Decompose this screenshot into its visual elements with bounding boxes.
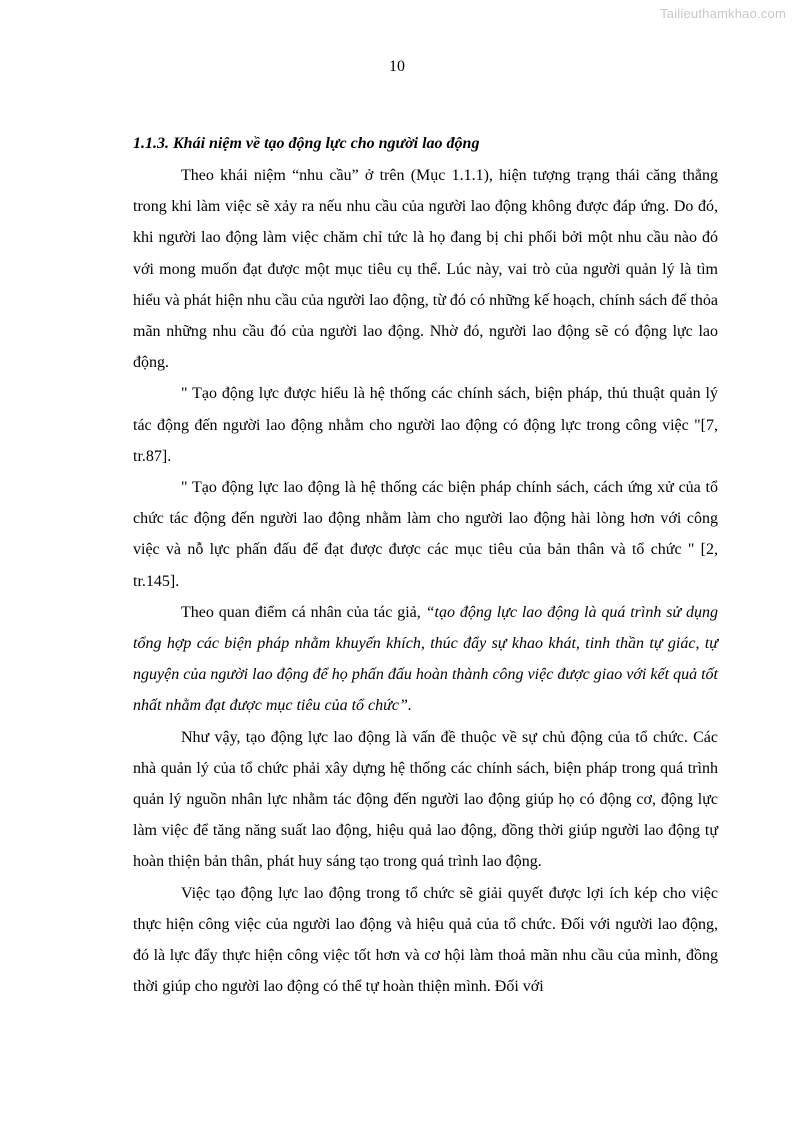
paragraph-quote-1: " Tạo động lực được hiểu là hệ thống các chính sách, biện pháp, thủ thuật quản lý tác động đến người lao động nhằm cho người lao động có động lực trong công việc "[7, tr.87]. [133, 385, 718, 465]
paragraph-quote-2: " Tạo động lực lao động là hệ thống các biện pháp chính sách, cách ứng xử của tổ chức tác động đến người lao động nhằm làm cho người lao động hài lòng hơn với công việc và nỗ lực phấn đấu để đạt được được các mục tiêu của bản thân và tổ chức " [2, tr.145]. [133, 479, 718, 590]
paragraph-nhu-cau: Theo khái niệm “nhu cầu” ở trên (Mục 1.1.1), hiện tượng trạng thái căng thẳng trong khi làm việc sẽ xảy ra nếu nhu cầu của người lao động không được đáp ứng. Do đó, khi người lao động làm việc chăm chỉ tức là họ đang bị chi phối bởi một nhu cầu nào đó với mong muốn đạt được một mục tiêu cụ thể. Lúc này, vai trò của người quản lý là tìm hiểu và phát hiện nhu cầu của người lao động, từ đó có những kế hoạch, chính sách để thỏa mãn những nhu cầu đó của người lao động. Nhờ đó, người lao động sẽ có động lực lao động. [133, 167, 718, 372]
section-heading: 1.1.3. Khái niệm về tạo động lực cho người lao động [133, 135, 480, 152]
document-body [133, 132, 718, 1002]
author-view-definition: “tạo động lực lao động là quá trình sử dụng tổng hợp các biện pháp nhằm khuyến khích, thúc đẩy sự khao khát, tinh thần tự giác, tự nguyện của người lao động để họ phấn đấu hoàn thành công việc được giao với kết quả tốt nhất nhằm đạt được mục tiêu của tổ chức”. [133, 603, 719, 715]
page-number: 10 [389, 58, 405, 75]
paragraph-nhu-vay: Như vậy, tạo động lực lao động là vấn đề thuộc về sự chủ động của tổ chức. Các nhà quản lý của tổ chức phải xây dựng hệ thống các chính sách, biện pháp trong quá trình quản lý nguồn nhân lực nhằm tác động đến người lao động giúp họ có động cơ, động lực làm việc để tăng năng suất lao động, hiệu quả lao động, đồng thời giúp người lao động tự hoàn thiện bản thân, phát huy sáng tạo trong quá trình lao động. [133, 728, 718, 871]
paragraph-loi-ich-kep: Việc tạo động lực lao động trong tổ chức sẽ giải quyết được lợi ích kép cho việc thực hiện công việc của người lao động và hiệu quả của tổ chức. Đối với người lao động, đó là lực đẩy thực hiện công việc tốt hơn và cơ hội làm thoả mãn nhu cầu của mình, đồng thời giúp cho người lao động có thể tự hoàn thiện mình. Đối với [133, 884, 718, 996]
author-view-prefix: Theo quan điểm cá nhân của tác giả, [181, 603, 426, 621]
watermark: Tailieuthamkhao.com [660, 6, 786, 21]
paragraph-author-view [133, 597, 718, 722]
